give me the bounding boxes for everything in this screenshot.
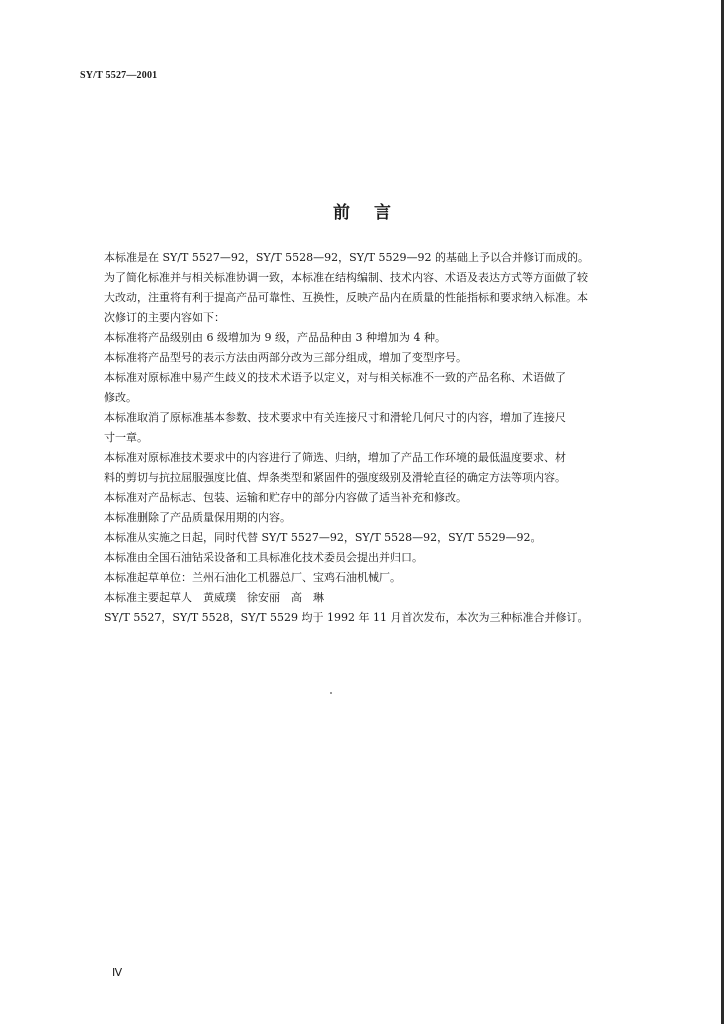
scan-speck — [330, 692, 332, 694]
paragraph-line: SY/T 5527，SY/T 5528，SY/T 5529 均于 1992 年 11 月首次发布，本次为三种标准合并修订。 — [104, 611, 589, 624]
foreword-paragraph — [82, 548, 630, 568]
paragraph-line: 本标准是在 SY/T 5527—92，SY/T 5528—92，SY/T 5529—92 的基础上予以合并修订而成的。 — [104, 251, 589, 264]
paragraph-line: 料的剪切与抗拉屈服强度比值、焊条类型和紧固件的强度级别及滑轮直径的确定方法等项内容。 — [104, 471, 566, 484]
paragraph-line: 修改。 — [104, 391, 137, 404]
foreword-paragraph — [82, 488, 630, 508]
paragraph-line: 本标准将产品级别由 6 级增加为 9 级，产品品种由 3 种增加为 4 种。 — [104, 331, 446, 344]
foreword-paragraph — [82, 368, 630, 408]
paragraph-line: 大改动，注重将有利于提高产品可靠性、互换性，反映产品内在质量的性能指标和要求纳入标准。本 — [104, 291, 588, 304]
foreword-paragraph — [82, 528, 630, 548]
page-title: 前言 — [333, 203, 415, 223]
paragraph-line: 本标准从实施之日起，同时代替 SY/T 5527—92，SY/T 5528—92，SY/T 5529—92。 — [104, 531, 542, 544]
foreword-paragraph — [82, 568, 630, 588]
foreword-paragraph — [82, 248, 630, 328]
foreword-paragraph — [82, 448, 630, 488]
standard-code-header: SY/T 5527—2001 — [80, 70, 158, 81]
paragraph-line: 寸一章。 — [104, 431, 148, 444]
foreword-paragraph — [82, 588, 630, 608]
paragraph-line: 为了简化标准并与相关标准协调一致，本标准在结构编制、技术内容、术语及表达方式等方面做了较 — [104, 271, 588, 284]
page-number: Ⅳ — [112, 967, 123, 979]
paragraph-line: 本标准取消了原标准基本参数、技术要求中有关连接尺寸和滑轮几何尺寸的内容，增加了连接尺 — [104, 411, 566, 424]
foreword-paragraph — [82, 508, 630, 528]
paragraph-line: 本标准由全国石油钻采设备和工具标准化技术委员会提出并归口。 — [104, 551, 423, 564]
paragraph-line: 本标准对原标准技术要求中的内容进行了筛选、归纳，增加了产品工作环境的最低温度要求、材 — [104, 451, 566, 464]
foreword-paragraph — [82, 348, 630, 368]
paragraph-line: 本标准对原标准中易产生歧义的技术术语予以定义，对与相关标准不一致的产品名称、术语做了 — [104, 371, 566, 384]
paragraph-line: 本标准对产品标志、包装、运输和贮存中的部分内容做了适当补充和修改。 — [104, 491, 467, 504]
foreword-paragraph — [82, 408, 630, 448]
paragraph-line: 本标准删除了产品质量保用期的内容。 — [104, 511, 291, 524]
foreword-paragraph — [82, 328, 630, 348]
paragraph-line: 本标准将产品型号的表示方法由两部分改为三部分组成，增加了变型序号。 — [104, 351, 467, 364]
paragraph-line: 本标准起草单位：兰州石油化工机器总厂、宝鸡石油机械厂。 — [104, 571, 401, 584]
paragraph-line: 本标准主要起草人 黄威璞 徐安丽 高 琳 — [104, 591, 324, 604]
foreword-paragraph — [82, 608, 630, 628]
foreword-body — [82, 248, 630, 628]
paragraph-line: 次修订的主要内容如下： — [104, 311, 225, 324]
